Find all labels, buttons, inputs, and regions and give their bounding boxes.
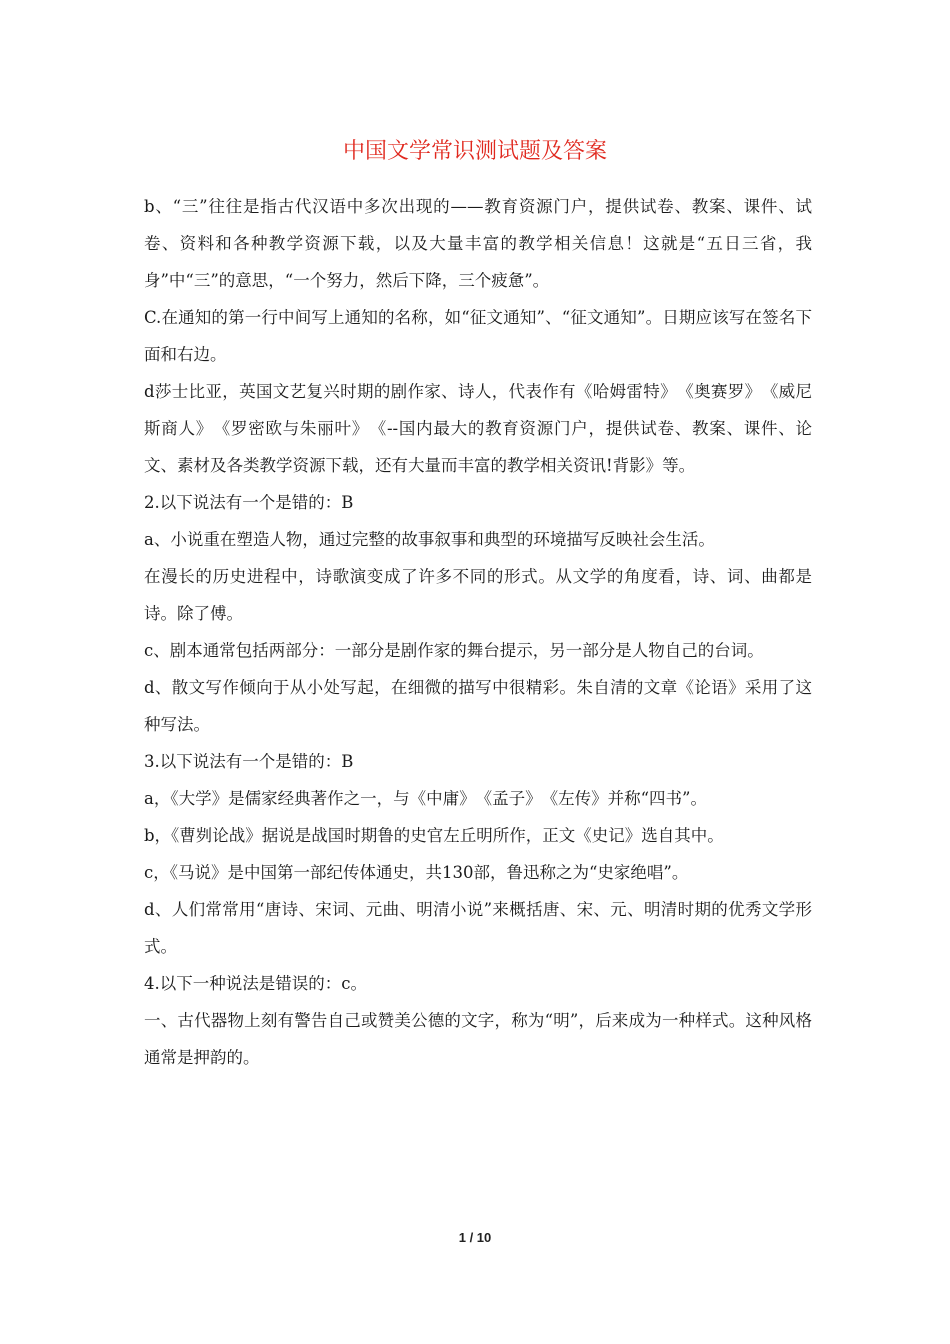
question-heading: 4.以下一种说法是错误的：c。: [144, 974, 367, 993]
paragraph: d、人们常常用“唐诗、宋词、元曲、明清小说”来概括唐、宋、元、明清时期的优秀文学形式。: [144, 900, 812, 956]
paragraph: 在漫长的历史进程中，诗歌演变成了许多不同的形式。从文学的角度看，诗、词、曲都是诗。除了傅。: [144, 567, 812, 623]
document-body: [144, 188, 812, 1076]
page-indicator: 1 / 10: [458, 1230, 492, 1245]
question-heading: 3.以下说法有一个是错的：B: [144, 752, 354, 771]
document-title: 中国文学常识测试题及答案: [342, 139, 607, 164]
paragraph: b、“三”往往是指古代汉语中多次出现的——教育资源门户，提供试卷、教案、课件、试卷、资料和各种教学资源下载，以及大量丰富的教学相关信息！这就是“五日三省，我身”中“三”的意思，“一个努力，然后下降，三个疲惫”。: [144, 197, 812, 290]
paragraph: a，《大学》是儒家经典著作之一，与《中庸》 《孟子》 《左传》并称“四书”。: [144, 789, 707, 808]
paragraph: C.在通知的第一行中间写上通知的名称，如“征文通知”、“征文通知”。日期应该写在签名下面和右边。: [144, 308, 812, 364]
paragraph: d、散文写作倾向于从小处写起，在细微的描写中很精彩。朱自清的文章《论语》采用了这种写法。: [144, 678, 812, 734]
paragraph: c、剧本通常包括两部分：一部分是剧作家的舞台提示，另一部分是人物自己的台词。: [144, 641, 764, 660]
paragraph: d莎士比亚，英国文艺复兴时期的剧作家、诗人，代表作有《哈姆雷特》 《奥赛罗》 《威尼斯商人》 《罗密欧与朱丽叶》 《--国内最大的教育资源门户，提供试卷、教案、课件、论文、素材及各类教学资源下载，还有大量而丰富的教学相关资讯!背影》等。: [144, 382, 812, 475]
question-heading: 2.以下说法有一个是错的：B: [144, 493, 354, 512]
paragraph: 一、古代器物上刻有警告自己或赞美公德的文字，称为“明”，后来成为一种样式。这种风格通常是押韵的。: [144, 1011, 812, 1067]
paragraph: a、小说重在塑造人物，通过完整的故事叙事和典型的环境描写反映社会生活。: [144, 530, 715, 549]
paragraph: b，《曹刿论战》据说是战国时期鲁的史官左丘明所作，正文《史记》选自其中。: [144, 826, 724, 845]
paragraph: c，《马说》是中国第一部纪传体通史，共130部，鲁迅称之为“史家绝唱”。: [144, 863, 689, 882]
